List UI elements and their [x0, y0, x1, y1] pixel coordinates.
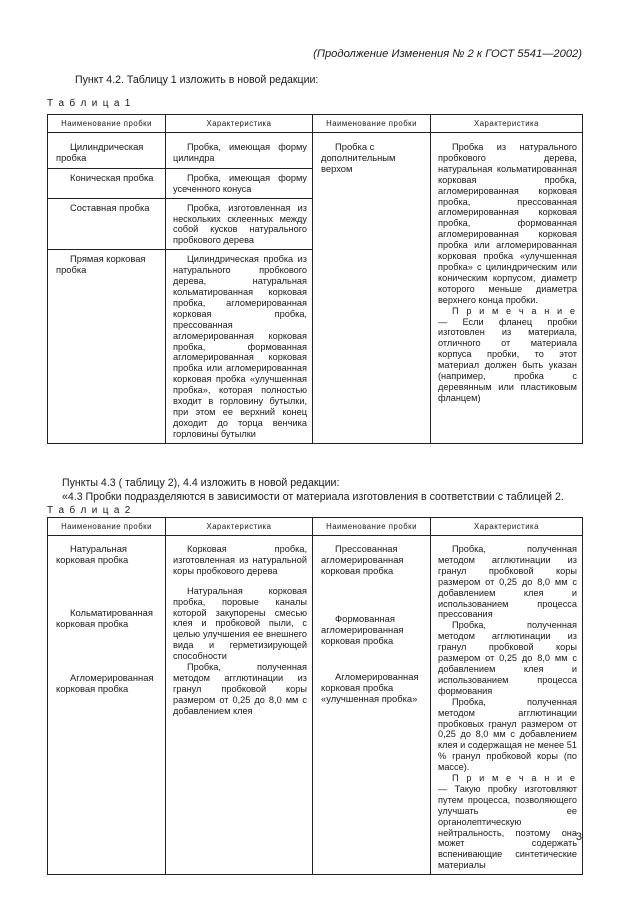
table-1 [47, 114, 583, 444]
table1-name-cell: Прямая корковая пробка [48, 250, 166, 443]
item-4-3-text: «4.3 Пробки подразделяются в зависимости от материала изготовления в соответствии с таблицей 2. [62, 491, 564, 503]
item-4-2-text: Пункт 4.2. Таблицу 1 изложить в новой редакции: [75, 74, 319, 86]
table2-left-name-cell: Натуральная корковая пробка Кольматированная корковая пробка Агломерированная корковая пробка [48, 536, 166, 875]
table1-name-cell: Коническая пробка [48, 168, 166, 198]
table1-right-name-cell: Пробка с дополнительным верхом [313, 133, 431, 444]
table1-char-cell: Цилиндрическая пробка из натурального пробкового дерева, натуральная кольматированная корковая пробка, агломерированная корковая пробка, прессованная агломерированная корковая пробка, формованная агломерированная корковая пробка или агломерированная корковая пробка «улучшенная пробка», которая полностью входит в горловину бутылки, при этом ее верхний конец доходит до торца венчика горловины бутылки [166, 250, 313, 443]
table2-header-char-1: Характеристика [166, 518, 313, 536]
table1-header-char-2: Характеристика [431, 115, 583, 133]
table2-header-char-2: Характеристика [431, 518, 583, 536]
table-2 [47, 517, 583, 875]
table1-char-cell: Пробка, изготовленная из нескольких склеенных между собой кусков натурального пробкового дерева [166, 198, 313, 250]
table1-caption: Т а б л и ц а 1 [47, 98, 132, 109]
page-number: 3 [575, 831, 582, 843]
table1-name-cell: Составная пробка [48, 198, 166, 250]
table1-header-name-1: Наименование пробки [48, 115, 166, 133]
table2-right-char-cell: Пробка, полученная методом агглютинации из гранул пробковой коры размером от 0,25 до 8,0 мм с добавлением клея и использованием процесса прессования Пробка, полученная методом агглютинации из гранул пробковой коры размером от 0,25 до 8,0 мм с добавлением клея и использованием процесса формования Пробка, полученная методом агглютинации пробковых гранул размером от 0,25 до 8,0 мм с добавлением клея и содержащая не менее 51 % гранул пробковой коры (по массе). П р и м е ч а н и е — Такую пробку изготовляют путем процесса, позволяющего улучшать ее органолептическую нейтральность, поэтому она может содержать вспенивающие синтетические материалы [431, 536, 583, 875]
table-row [48, 133, 583, 169]
table1-right-char-cell: Пробка из натурального пробкового дерева, натуральная кольматированная корковая пробка, агломерированная корковая пробка, прессованная агломерированная корковая пробка, формованная агломерированная корковая пробка или агломерированная корковая пробка «улучшенная пробка» с цилиндрическим или коническим корпусом, диаметр которого меньше диаметра верхнего конца пробки. П р и м е ч а н и е — Если фланец пробки изготовлен из материала, отличного от материала корпуса пробки, то этот материал должен быть указан (например, пробка с деревянным или пластиковым фланцем) [431, 133, 583, 444]
table2-right-name-cell: Прессованная агломерированная корковая пробка Формованная агломерированная корковая пробка Агломерированная корковая пробка «улучшенная пробка» [313, 536, 431, 875]
table2-left-char-cell: Корковая пробка, изготовленная из натуральной коры пробкового дерева Натуральная корковая пробка, поровые каналы которой закупорены смесью клея и пробковой пыли, с целью улучшения ее внешнего вида и герметизирующей способности Пробка, полученная методом агглютинации из гранул пробковой коры размером от 0,25 до 8,0 мм с добавлением клея [166, 536, 313, 875]
table1-header-row [48, 115, 583, 133]
note-label: П р и м е ч а н и е [452, 305, 577, 316]
page-header: (Продолжение Изменения № 2 к ГОСТ 5541—2002) [313, 48, 582, 60]
table1-header-char-1: Характеристика [166, 115, 313, 133]
table2-header-row [48, 518, 583, 536]
table1-char-cell: Пробка, имеющая форму усеченного конуса [166, 168, 313, 198]
table1-name-cell: Цилиндрическая пробка [48, 133, 166, 169]
note-label: П р и м е ч а н и е [452, 773, 577, 784]
table2-caption: Т а б л и ц а 2 [47, 505, 132, 516]
note-text: — Если фланец пробки изготовлен из материала, отличного от материала корпуса пробки, то этот материал должен быть указан (например, пробка с деревянным или пластиковым фланцем) [438, 316, 577, 403]
table2-header-name-1: Наименование пробки [48, 518, 166, 536]
table-row [48, 536, 583, 875]
note-text: — Такую пробку изготовляют путем процесса, позволяющего улучшать ее органолептическую нейтральность, поэтому она может содержать вспенивающие синтетические материалы [438, 783, 577, 871]
table2-header-name-2: Наименование пробки [313, 518, 431, 536]
table1-header-name-2: Наименование пробки [313, 115, 431, 133]
items-4-3-4-4-text: Пункты 4.3 ( таблицу 2), 4.4 изложить в новой редакции: [62, 477, 340, 489]
table1-char-cell: Пробка, имеющая форму цилиндра [166, 133, 313, 169]
